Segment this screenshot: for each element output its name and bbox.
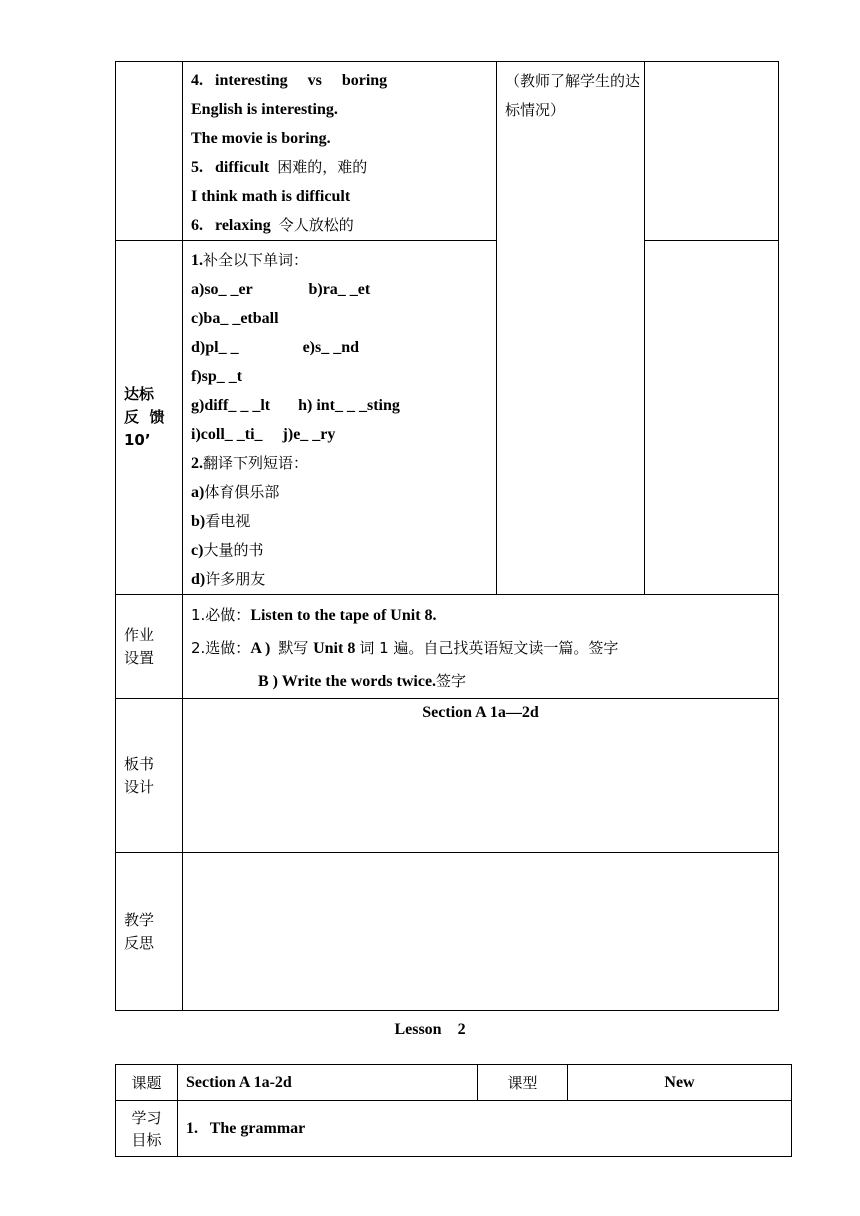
feedback-cell xyxy=(183,241,497,595)
feedback-line: g)diff_ _ _lt h) int_ _ _sting xyxy=(191,397,400,414)
feedback-label: 达标 反 馈 10’ xyxy=(116,241,183,595)
vocab-line: The movie is boring. xyxy=(191,130,331,147)
homework-label: 作业 设置 xyxy=(116,595,183,699)
reflection-label: 教学 反思 xyxy=(116,853,183,1011)
type-value: New xyxy=(568,1065,792,1101)
vocab-line: 4. interesting vs boring xyxy=(191,72,388,89)
goal-label: 学习 目标 xyxy=(116,1101,178,1157)
topic-label: 课题 xyxy=(116,1065,178,1101)
reflection-cell xyxy=(183,853,779,1011)
feedback-row xyxy=(116,241,779,595)
feedback-line: 2.翻译下列短语： xyxy=(191,454,309,472)
feedback-line: a)体育俱乐部 xyxy=(191,483,280,501)
vocab-line: 6. relaxing 令人放松的 xyxy=(191,216,354,234)
feedback-line: f)sp_ _t xyxy=(191,368,243,385)
feedback-line: c)ba_ _etball xyxy=(191,310,279,327)
feedback-line: c)大量的书 xyxy=(191,541,264,559)
type-label: 课型 xyxy=(478,1065,568,1101)
topic-row xyxy=(116,1065,792,1101)
homework-line-3: B ) Write the words twice.签字 xyxy=(258,672,467,690)
empty-cell xyxy=(645,62,779,241)
topic-value: Section A 1a-2d xyxy=(178,1065,478,1101)
homework-row xyxy=(116,595,779,699)
vocab-line: 5. difficult 困难的，难的 xyxy=(191,158,368,176)
lesson2-table xyxy=(115,1064,792,1157)
feedback-line: 1.补全以下单词： xyxy=(191,251,309,269)
empty-cell xyxy=(645,241,779,595)
goal-row xyxy=(116,1101,792,1157)
feedback-line: i)coll_ _ti_ j)e_ _ry xyxy=(191,426,336,443)
feedback-line: a)so_ _er b)ra_ _et xyxy=(191,281,371,298)
feedback-line: b)看电视 xyxy=(191,512,251,530)
lesson-plan-table xyxy=(115,61,779,1011)
vocab-row xyxy=(116,62,779,241)
vocab-line: I think math is difficult xyxy=(191,188,351,205)
homework-line-1: 1.必做：Listen to the tape of Unit 8. xyxy=(191,606,437,624)
lesson-title: Lesson 2 xyxy=(394,1021,466,1038)
teacher-note: （教师了解学生的达标情况） xyxy=(505,72,641,119)
board-content: Section A 1a—2d xyxy=(422,704,539,721)
reflection-row xyxy=(116,853,779,1011)
goal-value: 1. The grammar xyxy=(178,1101,792,1157)
homework-line-2: 2.选做：A ) 默写 Unit 8 词 1 遍。自己找英语短文读一篇。签字 xyxy=(191,639,619,657)
board-cell xyxy=(183,699,779,853)
empty-label-cell xyxy=(116,62,183,241)
vocab-line: English is interesting. xyxy=(191,101,338,118)
homework-cell xyxy=(183,595,779,699)
board-label: 板书 设计 xyxy=(116,699,183,853)
teacher-note-cell xyxy=(497,62,645,595)
feedback-line: d)许多朋友 xyxy=(191,570,266,588)
feedback-line: d)pl_ _ e)s_ _nd xyxy=(191,339,360,356)
vocab-cell xyxy=(183,62,497,241)
board-row xyxy=(116,699,779,853)
